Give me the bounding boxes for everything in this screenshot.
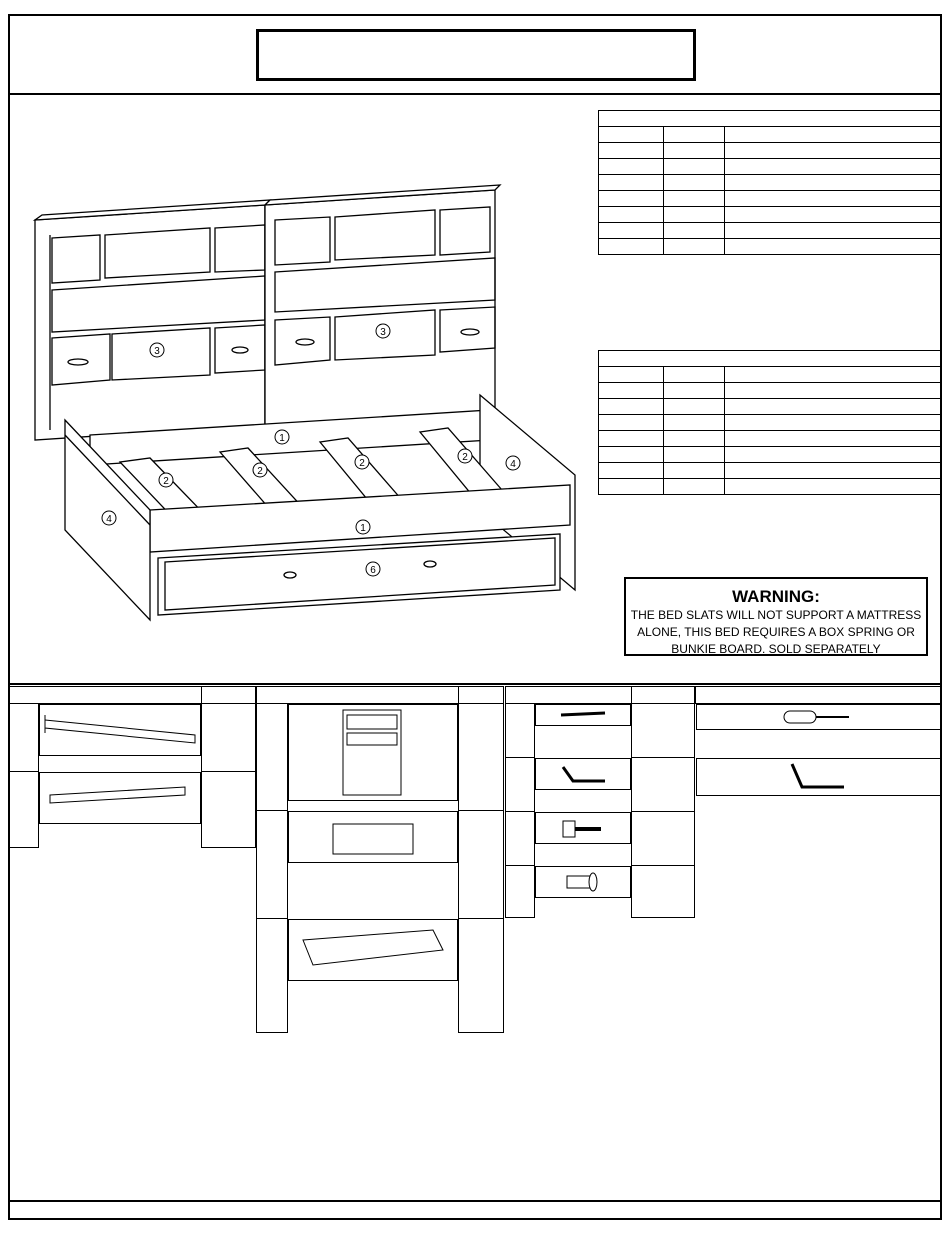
callout-slat-1: 2 <box>163 476 169 487</box>
parts-table-hardware <box>505 686 695 918</box>
slat-part <box>39 772 201 824</box>
callout-slat-2: 2 <box>257 466 263 477</box>
headboard-part <box>288 704 458 801</box>
warning-box <box>624 577 928 656</box>
cam-nut-part <box>535 866 631 898</box>
callout-endboard-right: 4 <box>510 459 516 470</box>
callout-slat-3: 2 <box>359 458 365 469</box>
spec-table-bottom <box>598 350 942 495</box>
callout-drawer-right: 3 <box>380 327 386 338</box>
header-divider <box>8 93 942 95</box>
assembled-bed-diagram <box>30 180 590 630</box>
warning-line-1: THE BED SLATS WILL NOT SUPPORT A MATTRESS <box>630 608 922 622</box>
parts-divider <box>8 683 942 685</box>
callout-front-rail: 1 <box>360 523 366 534</box>
footboard-part <box>288 811 458 863</box>
callout-drawer-left: 3 <box>154 346 160 357</box>
tools-table <box>695 686 942 810</box>
bolt-part <box>535 812 631 844</box>
side-rail-part <box>39 704 201 756</box>
parts-table-panels <box>256 686 504 1033</box>
warning-line-3: BUNKIE BOARD. SOLD SEPARATELY <box>671 642 881 656</box>
spec-table-top <box>598 110 942 255</box>
parts-table-rails <box>8 686 256 848</box>
footer-divider <box>8 1200 942 1202</box>
trundle-part <box>288 919 458 981</box>
callout-endboard-left: 4 <box>106 514 112 525</box>
title-box <box>256 29 696 81</box>
callout-slat-4: 2 <box>462 452 468 463</box>
callout-trundle: 6 <box>370 565 376 576</box>
screw-part <box>535 704 631 726</box>
warning-heading: WARNING: <box>732 587 820 606</box>
callout-back-rail: 1 <box>279 433 285 444</box>
allen-key-part <box>535 758 631 790</box>
allen-key-tool-icon <box>696 758 942 796</box>
warning-line-2: ALONE, THIS BED REQUIRES A BOX SPRING OR <box>637 625 915 639</box>
screwdriver-icon <box>696 704 942 730</box>
